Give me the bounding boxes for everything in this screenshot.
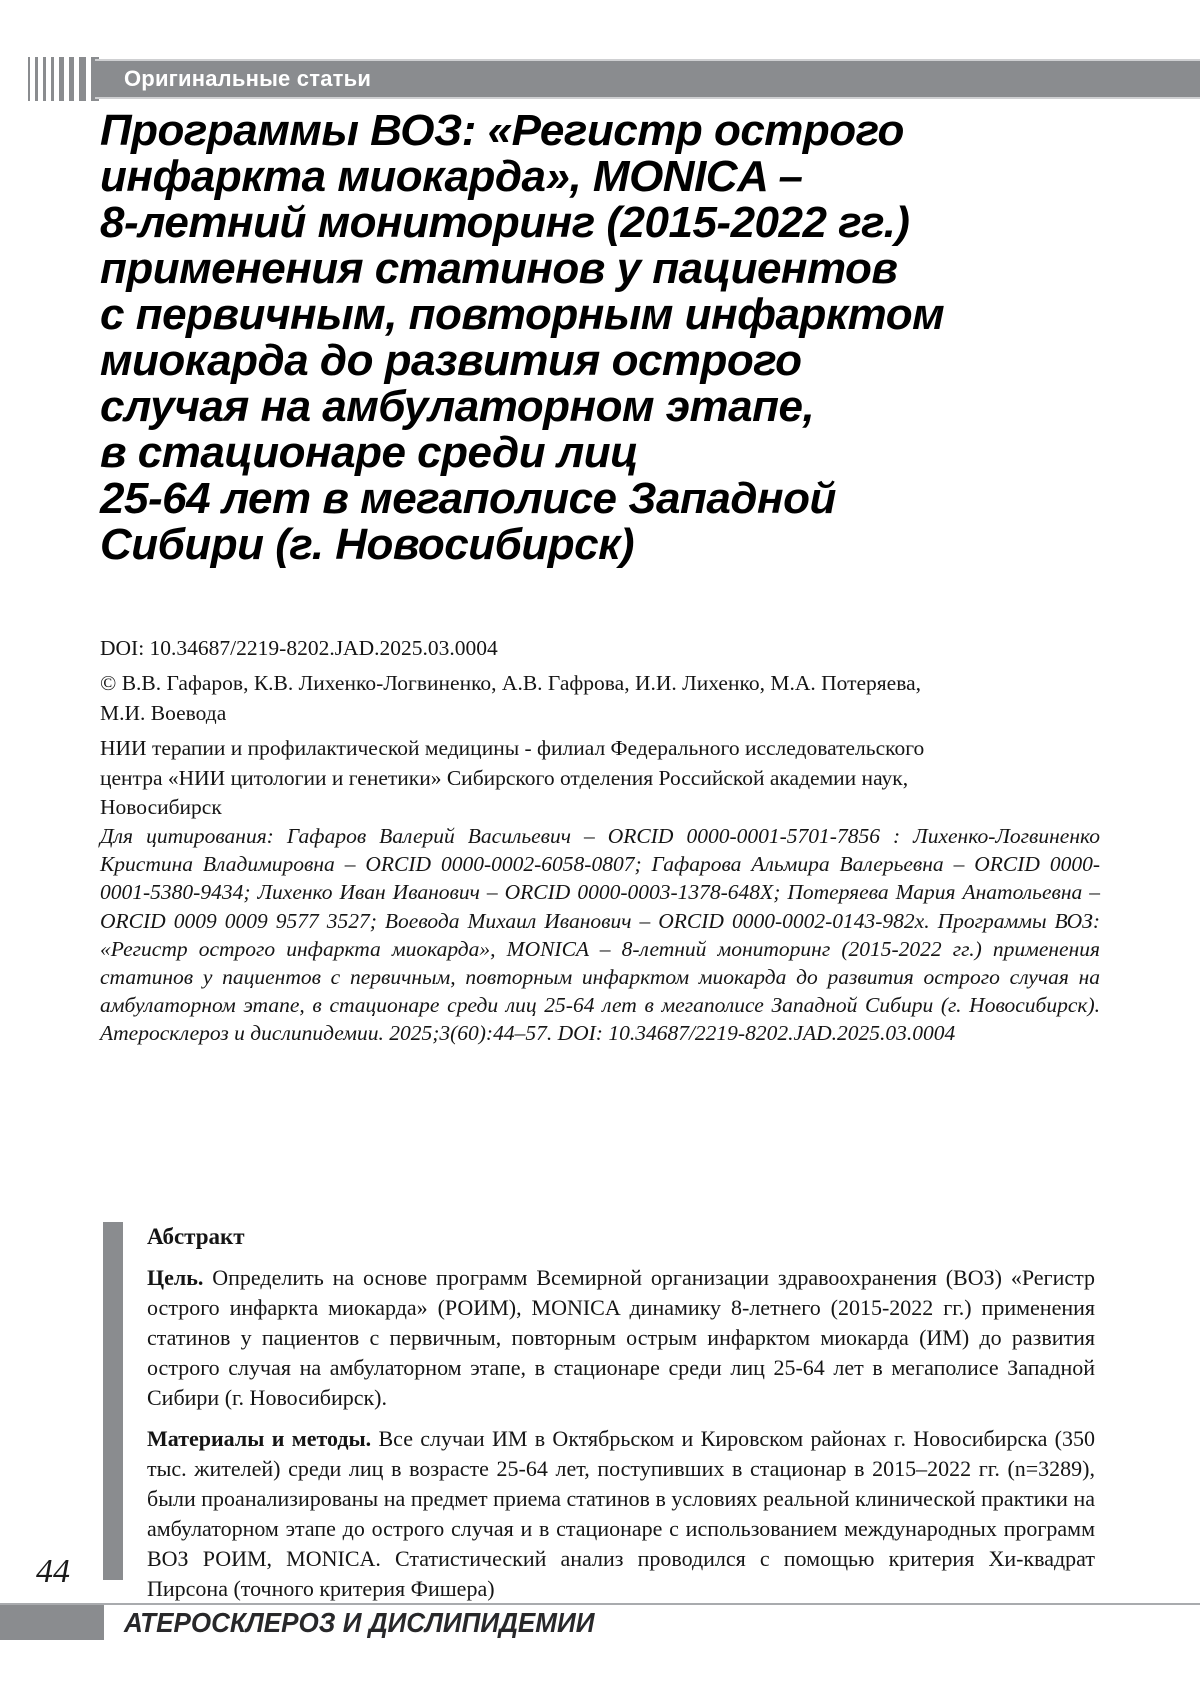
tick-bar <box>28 57 30 101</box>
section-banner-label: Оригинальные статьи <box>124 66 372 91</box>
tick-bar <box>79 57 86 101</box>
page-number: 44 <box>36 1553 70 1590</box>
tick-bar <box>43 57 46 101</box>
tick-bar <box>69 57 75 101</box>
article-affiliation: НИИ терапии и профилактической медицины - филиал Федерального исследовательского центра «НИИ цитологии и генетики» Сибирского отделения Российской академии наук, Новосибирск <box>100 736 925 819</box>
footer-rule <box>0 1603 1200 1605</box>
abstract-body <box>147 1224 1095 1602</box>
article-authors: © В.В. Гафаров, К.В. Лихенко-Логвиненко, А.В. Гафрова, И.И. Лихенко, М.А. Потеряева, М.И. Воевода <box>100 671 921 725</box>
section-banner <box>95 59 1200 99</box>
article-title: Программы ВОЗ: «Регистр острого инфаркта миокарда», MONICA – 8-летний мониторинг (2015-2022 гг.) применения статинов у пациентов с первичным, повторным инфарктом миокарда до развития острого случая на амбулаторном этапе, в стационаре среди лиц 25-64 лет в мегаполисе Западной Сибири (г. Новосибирск) <box>100 106 945 569</box>
tick-bar <box>59 57 64 101</box>
abstract-section <box>103 1222 1098 1602</box>
header-tick-bars-icon <box>28 57 99 101</box>
abstract-aim-paragraph <box>147 1263 1095 1413</box>
journal-title: АТЕРОСКЛЕРОЗ И ДИСЛИПИДЕМИИ <box>124 1607 595 1638</box>
tick-bar <box>51 57 55 101</box>
abstract-methods-text: Все случаи ИМ в Октябрьском и Кировском районах г. Новосибирска (350 тыс. жителей) среди лиц в возрасте 25-64 лет, поступивших в стационар в 2015–2022 гг. (n=3289), были проанализированы на предмет приема статинов в условиях реальной клинической практики на амбулаторном этапе до острого случая и в стационаре с использованием международных программ ВОЗ РОИМ, MONICA. Статистический анализ проводился с помощью критерия Хи-квадрат Пирсона (точного критерия Фишера) <box>147 1426 1095 1601</box>
abstract-accent-bar <box>103 1222 123 1580</box>
tick-bar <box>35 57 38 101</box>
abstract-methods-paragraph <box>147 1424 1095 1602</box>
citation-note: Для цитирования: Гафаров Валерий Васильевич – ORCID 0000-0001-5701-7856 : Лихенко-Логвиненко Кристина Владимировна – ORCID 0000-0002-6058-0807; Гафарова Альмира Валерьевна – ORCID 0000-0001-5380-9434; Лихенко Иван Иванович – ORCID 0000-0003-1378-648X; Потеряева Мария Анатольевна – ORCID 0009 0009 9577 3527; Воевода Михаил Иванович – ORCID 0000-0002-0143-982х. Программы ВОЗ: «Регистр острого инфаркта миокарда», MONICA – 8-летний мониторинг (2015-2022 гг.) применения статинов у пациентов с первичным, повторным инфарктом миокарда до развития острого случая на амбулаторном этапе, в стационаре среди лиц 25-64 лет в мегаполисе Западной Сибири (г. Новосибирск). Атеросклероз и дислипидемии. 2025;3(60):44–57. DOI: 10.34687/2219-8202.JAD.2025.03.0004 <box>100 824 1100 1046</box>
abstract-aim-label: Цель. <box>147 1265 204 1290</box>
abstract-methods-label: Материалы и методы. <box>147 1426 372 1451</box>
abstract-aim-text: Определить на основе программ Всемирной организации здравоохранения (ВОЗ) «Регистр острого инфаркта миокарда» (РОИМ), MONICA динамику 8-летнего (2015-2022 гг.) применения статинов у пациентов с первичным, повторным острым инфарктом миокарда (ИМ) до развития острого случая на амбулаторном этапе, в стационаре среди лиц 25-64 лет в мегаполисе Западной Сибири (г. Новосибирск). <box>147 1265 1096 1410</box>
abstract-heading: Абстракт <box>147 1224 245 1249</box>
article-doi: DOI: 10.34687/2219-8202.JAD.2025.03.0004 <box>100 636 498 660</box>
footer-gray-block <box>0 1605 104 1640</box>
